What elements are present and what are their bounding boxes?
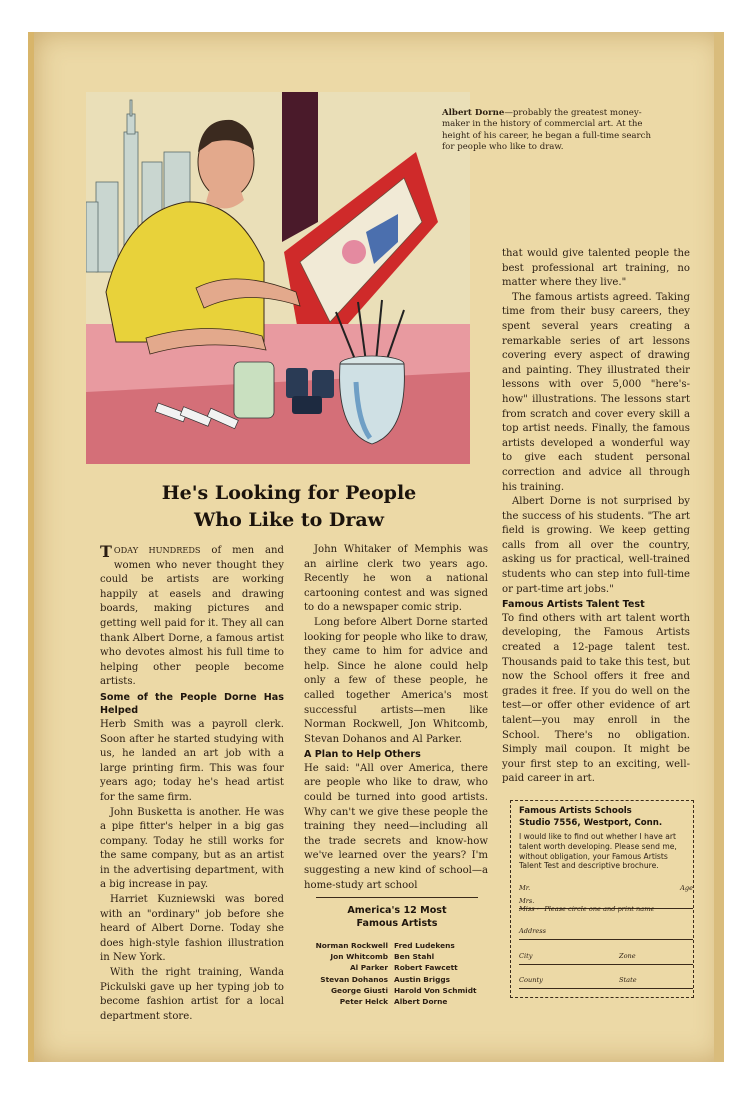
albert-dorne-illustration xyxy=(86,92,470,464)
paragraph-john-whitaker: John Whitaker of Memphis was an airline clerk two years ago. Recently he won a national cartooning contest and was signed to do a newspaper comic strip. xyxy=(304,544,488,614)
artists-list-title xyxy=(316,904,478,930)
paragraph-long-before: Long before Albert Dorne started looking for people who like to draw, they came to him for advice and help. Since he alone could help only a few of these people, he called together America's most successful artists—men like Norman Rockwell, Jon Whitcomb, Stevan Dohanos and Al Parker. xyxy=(304,616,488,745)
state-label: State xyxy=(619,976,637,984)
coupon-school-name: Famous Artists Schools xyxy=(519,806,632,816)
intro-paragraph xyxy=(100,543,284,690)
headline-line2: Who Like to Draw xyxy=(193,509,385,531)
illustration-caption xyxy=(442,108,652,153)
list-item xyxy=(308,951,488,962)
artist-name: Robert Fawcett xyxy=(394,963,458,973)
artist-name: Fred Ludekens xyxy=(394,941,455,950)
zone-label: Zone xyxy=(619,952,636,960)
county-field[interactable] xyxy=(519,976,693,989)
lead-small-caps: ODAY HUNDREDS xyxy=(113,545,201,555)
paragraph-wanda-pickulski: With the right training, Wanda Pickulski gave up her typing job to become fashion artist for a local department store. xyxy=(100,967,284,1022)
artists-title-line2: Famous Artists xyxy=(356,918,438,929)
paragraph-john-busketta: John Busketta is another. He was a pipe fitter's helper in a big gas company. Today he still works for the same company, but as an artist in the advertising department, with a big increase in pay. xyxy=(100,806,284,891)
artist-name: George Giusti xyxy=(330,985,388,995)
paragraph-talent-test: To find others with art talent worth developing, the Famous Artists created a 12-page talent test. Thousands paid to take this test, but now the School offers it free and grades it free. If you do well on the test—or offer other evidence of art talent—you may enroll in the School. There's no obligation. Simply mail coupon. It might be your first step to an exciting, well-paid career in art. xyxy=(502,612,690,785)
address-label: Address xyxy=(519,927,547,935)
artist-name: Ben Stahl xyxy=(394,952,435,962)
article-column-2 xyxy=(304,543,488,893)
paragraph-harriet-kuzniewski: Harriet Kuzniewski was bored with an "ordinary" job before she heard of Albert Dorne. Today she does high-style fashion illustration in New York. xyxy=(100,894,284,964)
artist-name: Stevan Dohanos xyxy=(320,974,388,984)
list-item xyxy=(308,996,488,1007)
paragraph-not-surprised: Albert Dorne is not surprised by the success of his students. "The art field is growing. We keep getting calls from all over the country, asking us for practical, well-trained students who can step into full-time or part-time art jobs." xyxy=(502,496,690,595)
county-label: County xyxy=(519,976,543,984)
title-mrs[interactable]: Mrs. xyxy=(519,897,535,905)
intro-text: of men and women who never thought they could be artists are working happily at easels and drawing boards, making pictures and getting well paid for it. They all can thank Albert Dorne, a famous artist who devotes almost his full time to helping other people become artists. xyxy=(100,545,284,688)
artist-name: Albert Dorne xyxy=(394,997,448,1007)
paragraph-artists-agreed: The famous artists agreed. Taking time from their busy careers, they spent several years creating a remarkable series of art lessons covering every aspect of drawing and painting. They illustrated their lessons with over 5,000 "here's-how" illustrations. The lessons start from scratch and cover every skill a top artist needs. Finally, the famous artists developed a wonderful way to give each student personal correction and advice all through his training. xyxy=(502,291,690,493)
age-field-label: Age xyxy=(680,884,693,892)
artists-title-line1: America's 12 Most xyxy=(347,905,447,916)
artist-name: Jon Whitcomb xyxy=(330,952,388,962)
circle-note: Please circle one and print name xyxy=(544,905,655,913)
subhead-plan: A Plan to Help Others xyxy=(304,749,421,761)
name-line[interactable]: Mrs. Miss ← Please circle one and print name xyxy=(519,897,693,909)
divider xyxy=(316,897,478,898)
list-item xyxy=(308,974,488,985)
list-item xyxy=(308,962,488,973)
artist-name: Peter Helck xyxy=(339,997,388,1007)
name-field[interactable] xyxy=(519,884,693,896)
subhead-talent-test: Famous Artists Talent Test xyxy=(502,599,645,611)
artists-list xyxy=(308,940,488,1007)
coupon-title xyxy=(519,806,662,829)
article-column-3 xyxy=(502,247,690,787)
coupon-address-line: Studio 7556, Westport, Conn. xyxy=(519,817,663,828)
paragraph-he-said: He said: "All over America, there are people who like to draw, who could be turned into good artists. Why can't we give these people the training they need—including all the trade secrets and know-how we've learned over the years? I'm suggesting a new kind of school—a home-study art school xyxy=(304,762,488,891)
article-column-1 xyxy=(100,543,284,1024)
headline-line1: He's Looking for People xyxy=(161,482,417,504)
city-field[interactable] xyxy=(519,952,693,965)
paragraph-herb-smith: Herb Smith was a payroll clerk. Soon after he started studying with us, he landed an art job with a large printing firm. This was four years ago; today he's head artist for the same firm. xyxy=(100,718,284,803)
artist-name: Harold Von Schmidt xyxy=(394,985,477,995)
address-field[interactable] xyxy=(519,927,693,940)
city-label: City xyxy=(519,952,533,960)
list-item xyxy=(308,940,488,951)
title-mr[interactable]: Mr. xyxy=(519,884,531,892)
page-title xyxy=(96,480,482,534)
title-miss[interactable]: Miss xyxy=(519,905,535,913)
mail-coupon[interactable] xyxy=(510,800,694,998)
caption-name: Albert Dorne xyxy=(442,108,505,118)
caption-text: —probably the greatest money-maker in the history of commercial art. At the height of his career, he began a full-time search for people who like to draw. xyxy=(442,108,651,153)
artist-name: Austin Briggs xyxy=(394,974,451,984)
coupon-request-text: I would like to find out whether I have art talent worth developing. Please send me, without obligation, your Famous Artists Talent Test and descriptive brochure. xyxy=(519,832,677,871)
artist-name: Norman Rockwell xyxy=(315,941,388,950)
subhead-people-helped: Some of the People Dorne Has Helped xyxy=(100,691,284,717)
list-item xyxy=(308,985,488,996)
drop-cap: T xyxy=(100,542,112,561)
artist-name: Al Parker xyxy=(349,963,388,973)
paragraph-continuation: that would give talented people the best professional art training, no matter where they live." xyxy=(502,248,690,289)
